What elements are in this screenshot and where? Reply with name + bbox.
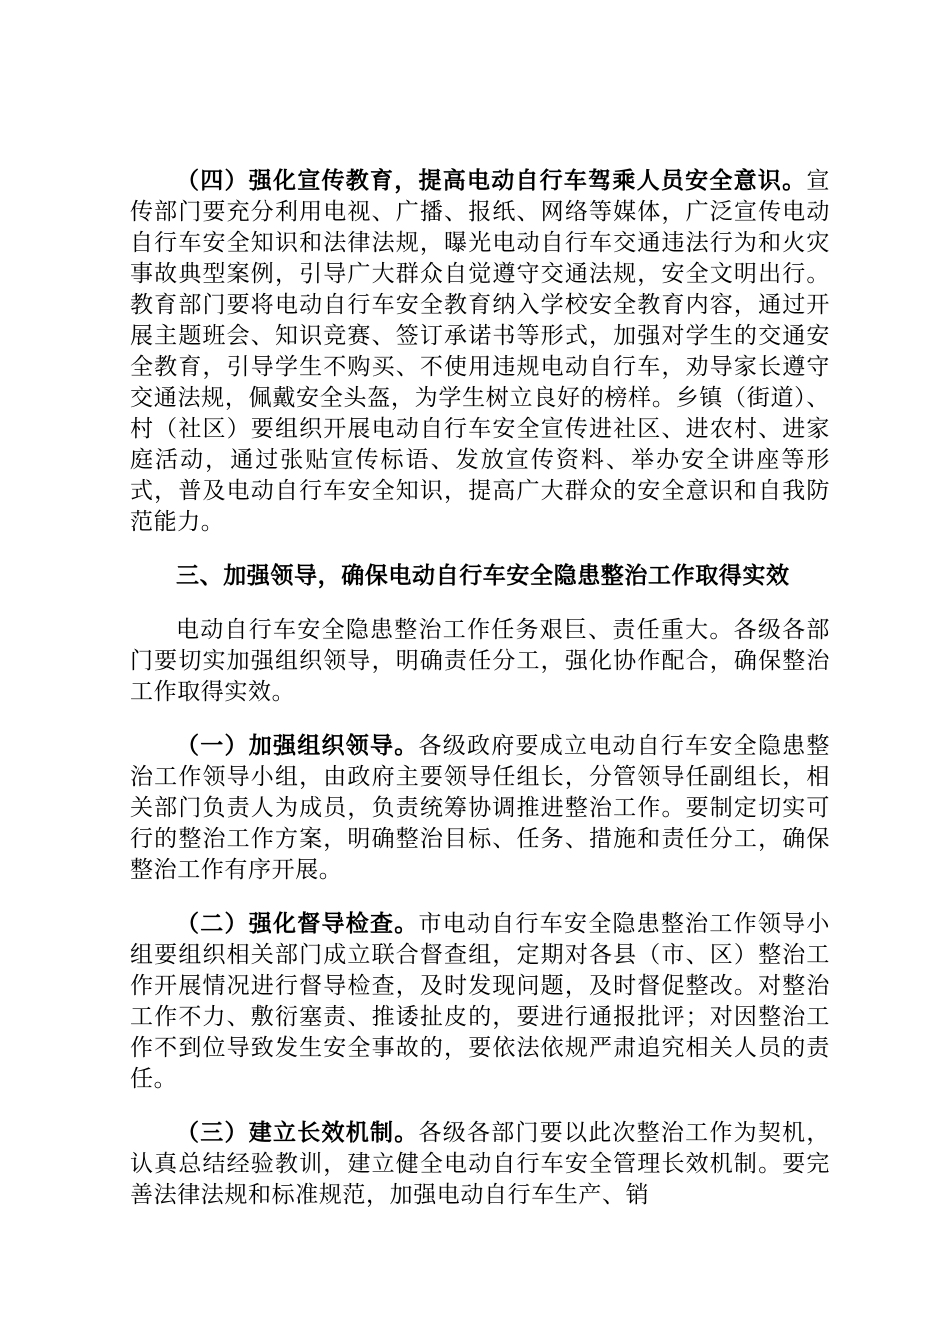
section-4-lead: （四）强化宣传教育，提高电动自行车驾乘人员安全意识。 <box>176 168 807 194</box>
item-3-body: 各级各部门要以此次整治工作为契机，认真总结经验教训，建立健全电动自行车安全管理长效机制。要完善法律法规和标准规范，加强电动自行车生产、销 <box>130 1120 831 1208</box>
item-2-paragraph <box>130 909 830 1095</box>
item-3-paragraph <box>130 1118 830 1211</box>
document-body <box>130 166 830 1234</box>
item-1-paragraph <box>130 731 830 886</box>
section-4-body: 宣传部门要充分利用电视、广播、报纸、网络等媒体，广泛宣传电动自行车安全知识和法律法规，曝光电动自行车交通违法行为和火灾事故典型案例，引导广大群众自觉遵守交通法规，安全文明出行。教育部门要将电动自行车安全教育纳入学校安全教育内容，通过开展主题班会、知识竞赛、签订承诺书等形式，加强对学生的交通安全教育，引导学生不购买、不使用违规电动自行车，劝导家长遵守交通法规，佩戴安全头盔，为学生树立良好的榜样。乡镇（街道）、村（社区）要组织开展电动自行车安全宣传进社区、进农村、进家庭活动，通过张贴宣传标语、发放宣传资料、举办安全讲座等形式，普及电动自行车安全知识，提高广大群众的安全意识和自我防范能力。 <box>130 168 830 535</box>
item-2-body: 市电动自行车安全隐患整治工作领导小组要组织相关部门成立联合督查组，定期对各县（市、区）整治工作开展情况进行督导检查，及时发现问题，及时督促整改。对整治工作不力、敷衍塞责、推诿扯皮的，要进行通报批评；对因整治工作不到位导致发生安全事故的，要依法依规严肃追究相关人员的责任。 <box>130 911 831 1092</box>
item-2-lead: （二）强化督导检查。 <box>176 911 419 937</box>
part-3-heading: 三、加强领导，确保电动自行车安全隐患整治工作取得实效 <box>176 563 790 589</box>
section-4-paragraph <box>130 166 830 538</box>
item-1-body: 各级政府要成立电动自行车安全隐患整治工作领导小组，由政府主要领导任组长，分管领导任副组长，相关部门负责人为成员，负责统筹协调推进整治工作。要制定切实可行的整治工作方案，明确整治目标、任务、措施和责任分工，确保整治工作有序开展。 <box>130 733 831 883</box>
item-1-lead: （一）加强组织领导。 <box>176 733 419 759</box>
part-3-intro: 电动自行车安全隐患整治工作任务艰巨、责任重大。各级各部门要切实加强组织领导，明确责任分工，强化协作配合，确保整治工作取得实效。 <box>130 617 830 705</box>
item-3-lead: （三）建立长效机制。 <box>176 1120 419 1146</box>
